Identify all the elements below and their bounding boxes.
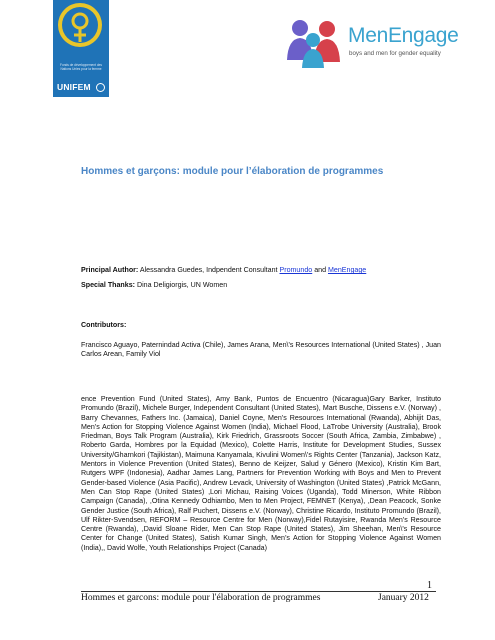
principal-author [81, 266, 441, 275]
promundo-link[interactable]: Promundo [279, 266, 313, 274]
menengage-tagline: boys and men for gender equality [349, 50, 441, 57]
special-thanks [81, 281, 441, 290]
footer-rule [81, 591, 436, 592]
contributors-paragraph-1: Francisco Aguayo, Paternindad Activa (Chile), James Arana, Men\'s Resources International (United States) , Juan Carlos Arean, Family Viol [81, 341, 441, 359]
unifem-wordmark: UNIFEM [57, 82, 91, 92]
venus-symbol-icon [69, 10, 91, 44]
author-label: Principal Author: [81, 266, 139, 274]
menengage-logo [283, 14, 459, 76]
people-figures-icon [283, 14, 347, 74]
unifem-logo [53, 0, 109, 97]
footer-date: January 2012 [378, 593, 429, 603]
author-and: and [312, 266, 328, 274]
unifem-french-text: Fonds de développement des Nations Unies pour la femme [60, 63, 102, 71]
contributors-heading: Contributors: [81, 321, 127, 329]
page-number: 1 [427, 580, 432, 591]
document-title: Hommes et garçons: module pour l’élaboration de programmes [81, 166, 384, 177]
author-text: Alessandra Guedes, Indpendent Consultant [139, 266, 280, 274]
footer-title: Hommes et garcons: module pour l'élaboration de programmes [81, 593, 321, 603]
thanks-text: Dina Deligiorgis, UN Women [135, 281, 228, 289]
menengage-wordmark: MenEngage [348, 24, 459, 47]
menengage-link[interactable]: MenEngage [328, 266, 367, 274]
thanks-label: Special Thanks: [81, 281, 136, 289]
contributors-paragraph-2: ence Prevention Fund (United States), Amy Bank, Puntos de Encuentro (Nicaragua)Gary Barker, Instituto Promundo (Brazil), Michele Burger, Independent Consultant (United States), Mart Busche, Dissens e.V. (Norway) , Barry Chevannes, Fathers Inc. (Jamaica), Daniel Coyne, Men’s Resources International (Rwanda), Abhijit Das, Men’s Action for Stopping Violence Against Women (India), Michael Flood, LaTrobe University (Australia), Brook Friedman, Boys Talk Program (Australia), Kirk Friedrich, Grassroots Soccer (South Africa, Zambia, Zimbabwe) , Roberto Garda, Hombres por la Equidad (Mexico), Colette Harris, Institute for Development Studies, Sussex University/Gharnkori (Tajikistan), Maimuna Kanyamala, Kivulini Women\'s Rights Center (Tanzania), Jackson Katz, Mentors in Violence Prevention (United States), Benno de Keijzer, Salud y Género (Mexico), Kristin Kim Bart, Rutgers WPF (Indonesia), Aadhar James Lang, Partners for Prevention Working with Boys and Men to Prevent Gender-based Violence (Asia Pacific), Andrew Levack, University of Washington (United States) ,Patrick McGann, Men Can Stop Rape (United States) ,Lori Michau, Raising Voices (Uganda), Todd Minerson, White Ribbon Campaign (Canada), ,Otina Kennedy Odhiambo, Men to Men Project, FEMNET (Kenya), ,Dean Peacock, Sonke Gender Justice (South Africa), Ralf Puchert, Dissens e.V. (Norway), Christine Ricardo, Instituto Promundo (Brazil), Ulf Rikter-Svendsen, REFORM – Resource Centre for Men (Norway),Fidel Rutayisire, Rwanda Men’s Resource Centre (Rwanda), ,David Sloane Rider, Men Can Stop Rape (United States), Jim Sheehan, Men\'s Resource Center for Change (United States), Satish Kumar Singh, Men’s Action for Stopping Violence Against Women (India),, David Wolfe, Youth Relationships Project (Canada) [81, 395, 441, 552]
un-emblem-icon [96, 83, 105, 92]
